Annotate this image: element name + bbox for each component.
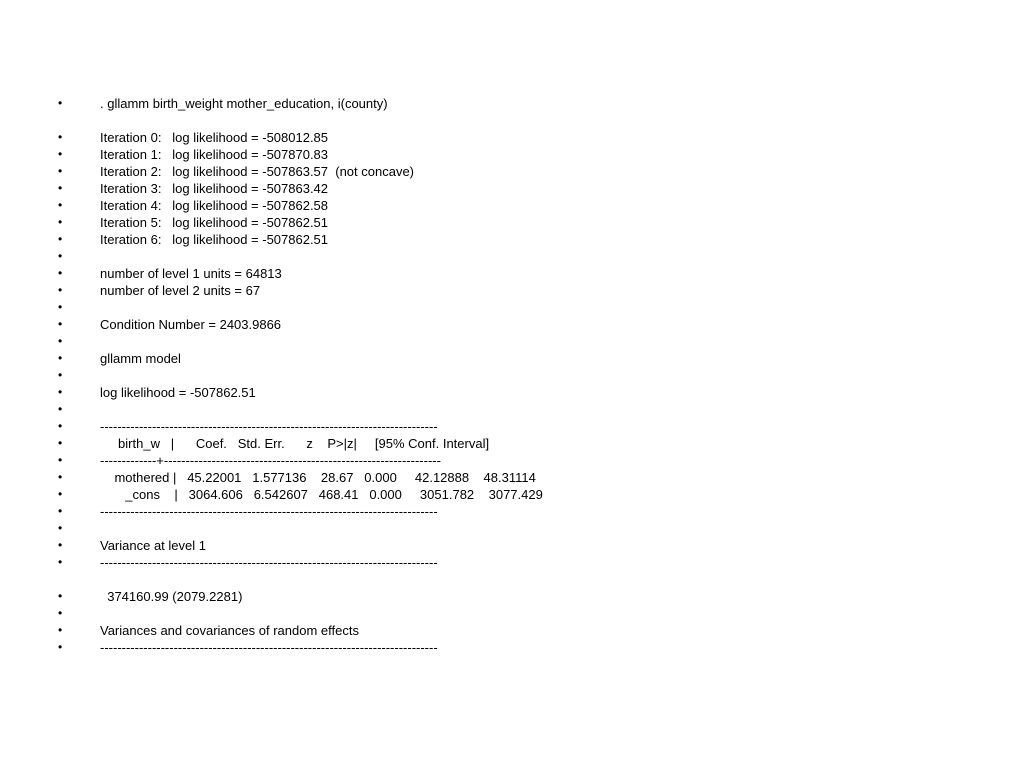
bullet-icon: •	[58, 453, 63, 467]
bullet-icon: •	[58, 521, 63, 535]
bullet-icon: •	[58, 249, 63, 263]
output-line-text: Variances and covariances of random effects	[100, 623, 359, 638]
bullet-icon: •	[58, 181, 63, 195]
output-line-text: gllamm model	[100, 351, 181, 366]
bullet-icon: •	[58, 402, 63, 416]
bullet-icon: •	[58, 623, 63, 637]
output-line-text: Iteration 1: log likelihood = -507870.83	[100, 147, 329, 162]
bullet-icon: •	[58, 385, 63, 399]
bullet-icon: •	[58, 147, 63, 161]
output-line-text: mothered | 45.22001 1.577136 28.67 0.000 42.12888 48.31114	[100, 470, 536, 485]
output-line-text: birth_w | Coef. Std. Err. z P>|z| [95% Conf. Interval]	[100, 436, 490, 451]
output-line-text: Iteration 3: log likelihood = -507863.42	[100, 181, 329, 196]
bullet-icon: •	[58, 368, 63, 382]
output-line-text: Iteration 5: log likelihood = -507862.51	[100, 215, 329, 230]
bullet-icon: •	[58, 96, 63, 110]
output-line-text: Condition Number = 2403.9866	[100, 317, 282, 332]
bullet-icon: •	[58, 130, 63, 144]
bullet-icon: •	[58, 317, 63, 331]
bullet-icon: •	[58, 606, 63, 620]
output-line-text: _cons | 3064.606 6.542607 468.41 0.000 3051.782 3077.429	[100, 487, 543, 502]
output-line-text: ------------------------------------------------------------------------------	[100, 419, 438, 434]
bullet-icon: •	[58, 470, 63, 484]
output-line-text: ------------------------------------------------------------------------------	[100, 504, 438, 519]
output-line-text: ------------------------------------------------------------------------------	[100, 640, 438, 655]
bullet-icon: •	[58, 538, 63, 552]
bullet-icon: •	[58, 215, 63, 229]
bullet-icon: •	[58, 640, 63, 654]
bullet-icon: •	[58, 300, 63, 314]
output-line-text: ------------------------------------------------------------------------------	[100, 555, 438, 570]
bullet-icon: •	[58, 351, 63, 365]
output-line-text: number of level 1 units = 64813	[100, 266, 282, 281]
output-line-text: number of level 2 units = 67	[100, 283, 261, 298]
bullet-icon: •	[58, 504, 63, 518]
bullet-icon: •	[58, 436, 63, 450]
output-line-text: Iteration 6: log likelihood = -507862.51	[100, 232, 329, 247]
output-line-text: log likelihood = -507862.51	[100, 385, 256, 400]
bullet-icon: •	[58, 266, 63, 280]
bullet-icon: •	[58, 487, 63, 501]
bullet-icon: •	[58, 589, 63, 603]
bullet-icon: •	[58, 419, 63, 433]
output-line-text: Iteration 2: log likelihood = -507863.57 (not concave)	[100, 164, 415, 179]
output-line-text: Variance at level 1	[100, 538, 206, 553]
bullet-icon: •	[58, 164, 63, 178]
bullet-icon: •	[58, 555, 63, 569]
bullet-icon: •	[58, 334, 63, 348]
bullet-icon: •	[58, 283, 63, 297]
output-line-text: . gllamm birth_weight mother_education, i(county)	[100, 96, 388, 111]
output-line-text: 374160.99 (2079.2281)	[100, 589, 243, 604]
bullet-icon: •	[58, 232, 63, 246]
bullet-icon: •	[58, 198, 63, 212]
output-line-text: -------------+----------------------------------------------------------------	[100, 453, 441, 468]
output-line-text: Iteration 0: log likelihood = -508012.85	[100, 130, 329, 145]
output-line-text: Iteration 4: log likelihood = -507862.58	[100, 198, 329, 213]
